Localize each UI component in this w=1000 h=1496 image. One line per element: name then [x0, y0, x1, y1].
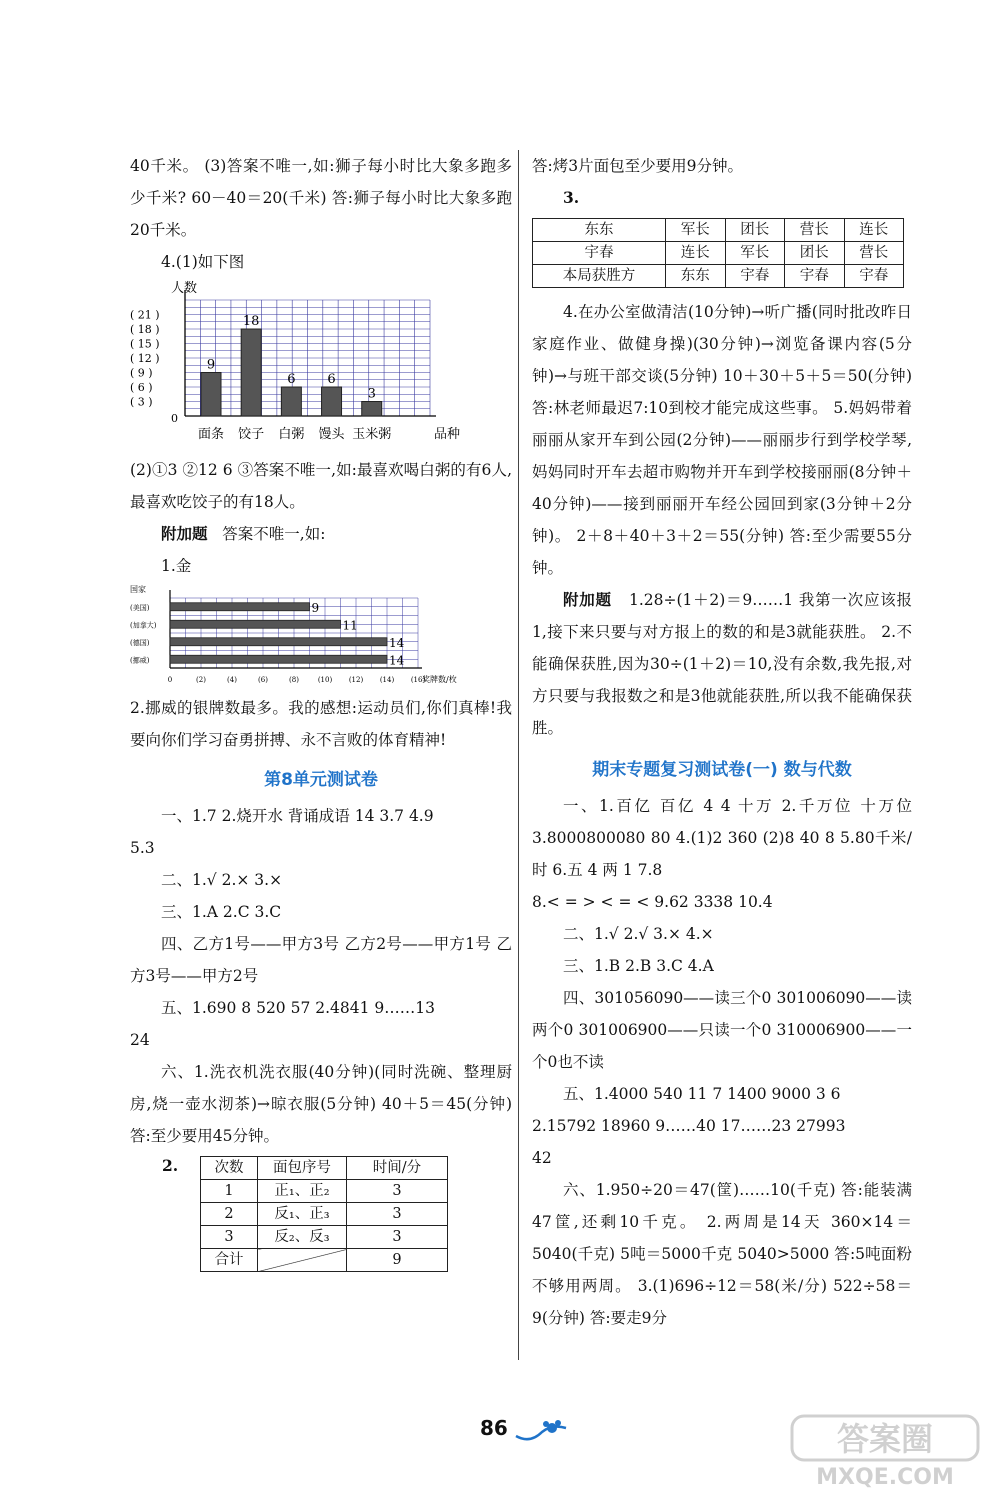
origin-label: 0: [171, 412, 178, 425]
y-tick-label: ( 9 ): [130, 366, 153, 380]
answer-line: 五、1.4000 540 11 7 1400 9000 3 6: [563, 1085, 841, 1103]
answer-paragraph: 40千米。 (3)答案不唯一,如:狮子每小时比大象多跑多少千米? 60－40＝20(千米) 答:狮子每小时比大象多跑20千米。: [130, 157, 512, 239]
table-cell: 3: [201, 1226, 258, 1249]
y-tick-label: ( 18 ): [130, 323, 160, 336]
bar: [322, 387, 342, 416]
bonus-title: 附加题: [563, 590, 612, 609]
y-tick-label: (美国): [130, 603, 150, 612]
svg-text:MXQE.COM: MXQE.COM: [816, 1465, 954, 1490]
table-cell: 营长: [785, 219, 845, 242]
x-tick-label: (6): [258, 676, 268, 684]
medal-bar-chart: [130, 582, 512, 692]
table-cell: 9: [347, 1249, 448, 1272]
table-cell: 连长: [666, 242, 726, 265]
table-row: [201, 1180, 448, 1203]
answer-line: 42: [532, 1149, 552, 1167]
y-tick-label: ( 6 ): [130, 381, 153, 394]
x-tick-label: 馒头: [318, 427, 345, 442]
y-tick-label: (德国): [130, 638, 150, 647]
favorite-food-bar-chart: [130, 278, 512, 454]
bar: [281, 387, 301, 416]
answer-line: 一、1.7 2.烧开水 背诵成语 14 3.7 4.9: [161, 807, 434, 825]
bonus-section: [130, 518, 512, 550]
medal-chart-svg: [130, 582, 512, 692]
answer-line: 四、301056090——读三个0 301006090——读两个0 301006900——只读一个0 310006900——一个0也不读: [532, 989, 912, 1071]
table-cell: 反₁、正₃: [258, 1203, 347, 1226]
table-row: [533, 219, 904, 242]
table-row: [201, 1226, 448, 1249]
x-tick-label: (14): [379, 676, 395, 684]
x-tick-label: (8): [289, 676, 299, 684]
table-cell: 1: [201, 1180, 258, 1203]
table-cell: 2: [201, 1203, 258, 1226]
data-label: 11: [342, 618, 358, 633]
answer-line: 5.3: [130, 839, 155, 857]
table-row: [201, 1203, 448, 1226]
x-tick-label: (12): [348, 676, 364, 684]
watermark-icon: [790, 1412, 980, 1492]
table-cell: 正₁、正₂: [258, 1180, 347, 1203]
table-cell: 3: [347, 1180, 448, 1203]
answer-line: 二、1.√ 2.× 3.×: [161, 871, 283, 889]
x-tick-label: (2): [196, 676, 206, 684]
table-cell: 营长: [844, 242, 904, 265]
answer-paragraph: 4.在办公室做清洁(10分钟)→听广播(同时批改昨日家庭作业、做健身操)(30分钟)→浏览备课内容(5分钟)→与班干部交谈(5分钟) 10＋30＋5＋5＝50(分钟) 答:林老师最迟7:10到校才能完成这些事。 5.妈妈带着丽丽从家开车到公园(2分钟)——丽丽步行到学校学琴,妈妈同时开车去超市购物并开车到学校接丽丽(8分钟＋40分钟)——接到丽丽开车经公园回到家(3分钟＋2分钟)。 2＋8＋40＋3＋2＝55(分钟) 答:至少需要55分钟。: [532, 303, 912, 577]
bar: [170, 620, 341, 628]
table-cell: 连长: [844, 219, 904, 242]
table-cell: 军长: [666, 219, 726, 242]
x-tick-label: 0: [167, 676, 173, 684]
svg-text:答案圈: 答案圈: [836, 1420, 934, 1458]
column-divider: [518, 150, 519, 1360]
unit-test-title: 第8单元测试卷: [264, 770, 378, 790]
question-label: 4.(1)如下图: [161, 253, 245, 271]
table-header: 面包序号: [258, 1157, 347, 1180]
answer-line: 一、1.百亿 百亿 4 4 十万 2.千万位 十万位 3.8000800080 80 4.(1)2 360 (2)8 40 8 5.80千米/时 6.五 4 两 1 7.8: [532, 797, 912, 879]
bonus-answer: 1.金: [161, 557, 192, 575]
bread-table-block: [130, 1156, 512, 1276]
game-table: [532, 218, 904, 288]
answer-line: 三、1.B 2.B 3.C 4.A: [563, 957, 714, 975]
question-number: 3.: [563, 188, 580, 207]
watermark-logo: [790, 1412, 980, 1492]
answer-line: 二、1.√ 2.√ 3.× 4.×: [563, 925, 714, 943]
y-tick-label: (加拿大): [130, 621, 157, 630]
data-label: 9: [206, 357, 216, 373]
x-axis-label: 品种: [434, 427, 461, 442]
table-cell: 宇春: [844, 265, 904, 288]
answer-paragraph: 2.挪威的银牌数最多。我的感想:运动员们,你们真棒!我要向你们学习奋勇拼搏、永不言败的体育精神!: [130, 699, 512, 749]
bonus-title: 附加题: [161, 524, 208, 543]
table-header-row: [201, 1157, 448, 1180]
y-tick-label: ( 21 ): [130, 308, 160, 322]
table-cell: 团长: [725, 219, 785, 242]
bar: [201, 373, 221, 417]
table-cell: 3: [347, 1226, 448, 1249]
page-number: 86: [480, 1416, 508, 1440]
data-label: 6: [327, 372, 336, 387]
answer-line: 六、1.洗衣机洗衣服(40分钟)(同时洗碗、整理厨房,烧一壶水沏茶)→晾衣服(5分钟) 40＋5＝45(分钟) 答:至少要用45分钟。: [130, 1063, 512, 1145]
table-total-row: [201, 1249, 448, 1272]
y-tick-label: ( 12 ): [130, 352, 160, 365]
data-label: 14: [389, 653, 405, 668]
table-cell: 合计: [201, 1249, 258, 1272]
answer-paragraph: (2)①3 ②12 6 ③答案不唯一,如:最喜欢喝白粥的有6人,最喜欢吃饺子的有18人。: [130, 461, 512, 511]
table-cell: 宇春: [533, 242, 666, 265]
bonus-section: [532, 584, 912, 744]
table-row: [533, 242, 904, 265]
table-cell: 东东: [533, 219, 666, 242]
data-label: 9: [311, 600, 320, 615]
x-tick-label: (10): [317, 676, 333, 684]
answer-line: 24: [130, 1031, 150, 1049]
x-tick-label: 饺子: [238, 427, 265, 442]
answer-line: 四、乙方1号——甲方3号 乙方2号——甲方1号 乙方3号——甲方2号: [130, 935, 512, 985]
table-header: 时间/分: [347, 1157, 448, 1180]
bread-table: [200, 1156, 448, 1272]
y-axis-label: 人数: [171, 281, 198, 296]
y-tick-label: ( 3 ): [130, 395, 153, 409]
final-review-title: 期末专题复习测试卷(一) 数与代数: [592, 760, 852, 780]
x-tick-label: (16): [410, 676, 426, 684]
question-number: 2.: [162, 1156, 179, 1175]
data-label: 3: [367, 386, 376, 402]
table-header: 次数: [201, 1157, 258, 1180]
table-cell: 宇春: [785, 265, 845, 288]
answer-line: 五、1.690 8 520 57 2.4841 9……13: [161, 999, 435, 1017]
answer-line: 8.< = > < = < 9.62 3338 10.4: [532, 893, 773, 911]
bonus-intro: 答案不唯一,如:: [222, 525, 326, 543]
table-diagonal-cell: [258, 1249, 347, 1272]
table-row: [533, 265, 904, 288]
food-chart-svg: [130, 278, 512, 454]
data-label: 6: [287, 372, 296, 387]
bar: [362, 402, 382, 417]
bar: [170, 638, 387, 646]
bar: [170, 655, 387, 663]
bonus-answer: 1.28÷(1＋2)＝9……1 我第一次应该报1,接下来只要与对方报上的数的和是3就能获胜。 2.不能确保获胜,因为30÷(1＋2)＝10,没有余数,我先报,对方只要与我报数之和是3他就能获胜,所以我不能确保获胜。: [532, 591, 912, 737]
bar: [170, 603, 310, 611]
y-tick-label: (挪威): [130, 656, 150, 665]
answer-line: 答:烤3片面包至少要用9分钟。: [532, 157, 743, 175]
left-column: [130, 150, 512, 1276]
table-cell: 反₂、反₃: [258, 1226, 347, 1249]
table-cell: 本局获胜方: [533, 265, 666, 288]
data-label: 14: [389, 635, 405, 650]
x-tick-label: 面条: [197, 427, 225, 442]
table-cell: 东东: [666, 265, 726, 288]
x-tick-label: (4): [227, 676, 237, 684]
bar: [241, 329, 261, 416]
x-tick-label: 白粥: [278, 427, 305, 442]
table-cell: 3: [347, 1203, 448, 1226]
flower-ornament-icon: [512, 1418, 572, 1446]
x-tick-label: 玉米粥: [352, 427, 392, 442]
table-cell: 宇春: [725, 265, 785, 288]
answer-line: 2.15792 18960 9……40 17……23 27993: [532, 1117, 846, 1135]
y-axis-label: 国家: [130, 585, 146, 594]
answer-paragraph: 六、1.950÷20＝47(筐)……10(千克) 答:能装满47筐,还剩10千克。 2.两周是14天 360×14＝5040(千克) 5吨＝5000千克 5040>5000 答:5吨面粉不够用两周。 3.(1)696÷12＝58(米/分) 522÷58＝9(分钟) 答:要走9分: [532, 1181, 912, 1327]
x-axis-label: 奖牌数/枚: [422, 675, 457, 684]
y-tick-label: ( 15 ): [130, 337, 160, 351]
table-cell: 军长: [725, 242, 785, 265]
data-label: 18: [242, 314, 260, 329]
right-column: [532, 150, 912, 1334]
table-cell: 团长: [785, 242, 845, 265]
answer-line: 三、1.A 2.C 3.C: [161, 903, 282, 921]
